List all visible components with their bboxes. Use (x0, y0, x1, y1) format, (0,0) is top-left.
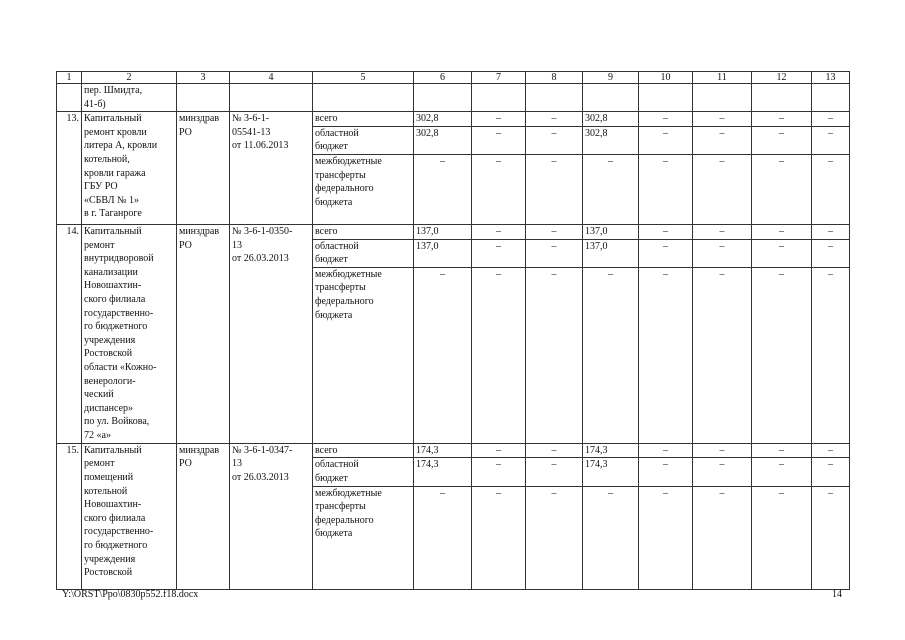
col-header: 6 (414, 72, 472, 84)
dash-cell: – (526, 224, 583, 239)
col-header: 1 (57, 72, 82, 84)
col-header: 8 (526, 72, 583, 84)
col-header: 5 (313, 72, 414, 84)
budget-table (56, 71, 850, 590)
amount-cell: 174,3 (414, 458, 472, 486)
dash-cell: – (693, 224, 752, 239)
dash-cell: – (472, 154, 526, 224)
table-row (57, 443, 850, 458)
file-path: Y:\ORST\Ppo\0830p552.f18.docx (62, 589, 199, 600)
row-index-cell: 15. (57, 443, 82, 589)
dash-cell: – (693, 154, 752, 224)
dash-cell: – (812, 112, 850, 127)
empty-cell (230, 84, 313, 112)
dash-cell: – (472, 267, 526, 443)
empty-cell (526, 84, 583, 112)
dash-cell: – (526, 486, 583, 589)
amount-cell: 174,3 (414, 443, 472, 458)
object-name-cell: пер. Шмидта, 41-б) (82, 84, 177, 112)
dash-cell: – (639, 443, 693, 458)
amount-cell: 174,3 (583, 443, 639, 458)
dash-cell: – (583, 486, 639, 589)
page-number: 14 (832, 589, 842, 600)
table-row (57, 112, 850, 127)
col-header: 11 (693, 72, 752, 84)
dash-cell: – (526, 267, 583, 443)
funding-source-cell: межбюджетные трансферты федерального бюджета (313, 267, 414, 443)
dash-cell: – (414, 486, 472, 589)
dash-cell: – (639, 239, 693, 267)
dash-cell: – (812, 458, 850, 486)
amount-cell: 137,0 (414, 224, 472, 239)
dash-cell: – (812, 154, 850, 224)
amount-cell: 137,0 (583, 239, 639, 267)
empty-cell (752, 84, 812, 112)
dash-cell: – (639, 486, 693, 589)
dash-cell: – (812, 224, 850, 239)
document-cell: № 3-6-1-0350- 13 от 26.03.2013 (230, 224, 313, 443)
object-name-cell: Капитальный ремонт кровли литера А, кровли котельной, кровли гаража ГБУ РО «СБВЛ № 1» в г. Таганроге (82, 112, 177, 225)
dash-cell: – (693, 458, 752, 486)
dash-cell: – (752, 443, 812, 458)
organization-cell: минздрав РО (177, 443, 230, 589)
col-header: 2 (82, 72, 177, 84)
col-header: 7 (472, 72, 526, 84)
dash-cell: – (472, 112, 526, 127)
dash-cell: – (639, 112, 693, 127)
dash-cell: – (526, 126, 583, 154)
dash-cell: – (639, 154, 693, 224)
col-header: 12 (752, 72, 812, 84)
dash-cell: – (752, 154, 812, 224)
amount-cell: 174,3 (583, 458, 639, 486)
dash-cell: – (812, 486, 850, 589)
document-cell: № 3-6-1- 05541-13 от 11.06.2013 (230, 112, 313, 225)
empty-cell (57, 84, 82, 112)
empty-cell (472, 84, 526, 112)
object-name-cell: Капитальный ремонт внутридворовой канализации Новошахтин- ского филиала государственно- го бюджетного учреждения Ростовской области «Кожно- венерологи- ческий диспансер» по ул. Войкова, 72 «а» (82, 224, 177, 443)
dash-cell: – (639, 126, 693, 154)
funding-source-cell: межбюджетные трансферты федерального бюджета (313, 154, 414, 224)
dash-cell: – (472, 126, 526, 154)
dash-cell: – (752, 239, 812, 267)
col-header: 13 (812, 72, 850, 84)
funding-source-cell: межбюджетные трансферты федерального бюджета (313, 486, 414, 589)
dash-cell: – (693, 126, 752, 154)
dash-cell: – (472, 458, 526, 486)
dash-cell: – (414, 267, 472, 443)
dash-cell: – (472, 443, 526, 458)
dash-cell: – (693, 443, 752, 458)
dash-cell: – (472, 224, 526, 239)
dash-cell: – (472, 486, 526, 589)
dash-cell: – (639, 224, 693, 239)
dash-cell: – (472, 239, 526, 267)
empty-cell (313, 84, 414, 112)
amount-cell: 137,0 (414, 239, 472, 267)
dash-cell: – (526, 458, 583, 486)
funding-source-cell: всего (313, 443, 414, 458)
dash-cell: – (526, 443, 583, 458)
amount-cell: 302,8 (414, 112, 472, 127)
dash-cell: – (752, 224, 812, 239)
empty-cell (693, 84, 752, 112)
funding-source-cell: областной бюджет (313, 126, 414, 154)
funding-source-cell: всего (313, 112, 414, 127)
dash-cell: – (526, 112, 583, 127)
dash-cell: – (693, 486, 752, 589)
dash-cell: – (812, 267, 850, 443)
dash-cell: – (752, 126, 812, 154)
object-name-cell: Капитальный ремонт помещений котельной Новошахтин- ского филиала государственно- го бюджетного учреждения Ростовской (82, 443, 177, 589)
dash-cell: – (693, 112, 752, 127)
empty-cell (639, 84, 693, 112)
empty-cell (812, 84, 850, 112)
document-cell: № 3-6-1-0347- 13 от 26.03.2013 (230, 443, 313, 589)
empty-cell (583, 84, 639, 112)
amount-cell: 302,8 (583, 112, 639, 127)
continuation-row (57, 84, 850, 112)
col-header: 10 (639, 72, 693, 84)
funding-source-cell: всего (313, 224, 414, 239)
dash-cell: – (639, 458, 693, 486)
dash-cell: – (752, 267, 812, 443)
dash-cell: – (752, 458, 812, 486)
dash-cell: – (583, 267, 639, 443)
col-header: 3 (177, 72, 230, 84)
dash-cell: – (693, 239, 752, 267)
amount-cell: 302,8 (414, 126, 472, 154)
organization-cell: минздрав РО (177, 224, 230, 443)
dash-cell: – (583, 154, 639, 224)
dash-cell: – (812, 239, 850, 267)
table-row (57, 224, 850, 239)
dash-cell: – (812, 126, 850, 154)
dash-cell: – (526, 154, 583, 224)
dash-cell: – (639, 267, 693, 443)
amount-cell: 137,0 (583, 224, 639, 239)
dash-cell: – (414, 154, 472, 224)
empty-cell (177, 84, 230, 112)
amount-cell: 302,8 (583, 126, 639, 154)
dash-cell: – (752, 486, 812, 589)
organization-cell: минздрав РО (177, 112, 230, 225)
dash-cell: – (693, 267, 752, 443)
funding-source-cell: областной бюджет (313, 239, 414, 267)
dash-cell: – (526, 239, 583, 267)
col-header: 4 (230, 72, 313, 84)
col-header: 9 (583, 72, 639, 84)
row-index-cell: 13. (57, 112, 82, 225)
header-row (57, 72, 850, 84)
empty-cell (414, 84, 472, 112)
row-index-cell: 14. (57, 224, 82, 443)
dash-cell: – (812, 443, 850, 458)
funding-source-cell: областной бюджет (313, 458, 414, 486)
dash-cell: – (752, 112, 812, 127)
